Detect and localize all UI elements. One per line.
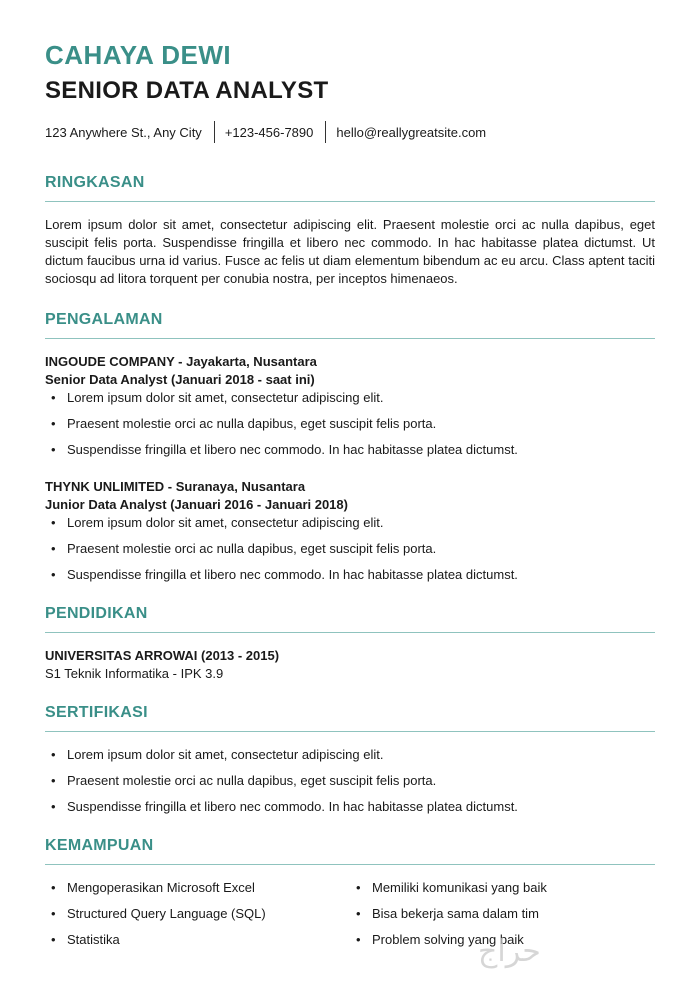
education-school: UNIVERSITAS ARROWAI (2013 - 2015) xyxy=(45,648,280,663)
skills-section xyxy=(45,836,655,949)
certification-bullets xyxy=(45,746,655,816)
section-heading-summary: RINGKASAN xyxy=(45,173,655,202)
contact-divider xyxy=(214,121,215,143)
list-item: • Suspendisse fringilla et libero nec commodo. In hac habitasse platea dictumst. xyxy=(45,566,655,584)
list-item: • Lorem ipsum dolor sit amet, consectetur adipiscing elit. xyxy=(45,514,655,532)
contact-divider xyxy=(325,121,326,143)
job-role: Junior Data Analyst (Januari 2016 - Januari 2018) xyxy=(45,497,348,512)
certification-section xyxy=(45,703,655,816)
list-item: • Statistika xyxy=(45,931,350,949)
job-bullets xyxy=(45,514,655,584)
email-text: hello@reallygreatsite.com xyxy=(336,124,487,140)
job-entry xyxy=(45,478,655,584)
job-company: INGOUDE COMPANY - Jayakarta, Nusantara xyxy=(45,354,317,369)
resume-page xyxy=(45,38,655,949)
summary-text: Lorem ipsum dolor sit amet, consectetur adipiscing elit. Praesent molestie orci ac nulla dapibus, eget suscipit felis porta. Suspendisse fringilla et libero nec commodo. In hac habitasse platea dictumst. Ut dictum faucibus urna id varius. Fusce ac felis ut diam elementum bibendum ac eu arcu. Class aptent taciti sociosqu ad litora torquent per conubia nostra, per inceptos himenaeos. xyxy=(45,217,655,286)
job-role: Senior Data Analyst (Januari 2018 - saat ini) xyxy=(45,372,315,387)
education-degree: S1 Teknik Informatika - IPK 3.9 xyxy=(45,666,224,681)
list-item: • Suspendisse fringilla et libero nec commodo. In hac habitasse platea dictumst. xyxy=(45,798,655,816)
skills-left-list xyxy=(45,879,350,949)
list-item: • Praesent molestie orci ac nulla dapibus, eget suscipit felis porta. xyxy=(45,772,655,790)
list-item: • Problem solving yang baik xyxy=(350,931,655,949)
list-item: • Lorem ipsum dolor sit amet, consectetur adipiscing elit. xyxy=(45,746,655,764)
list-item: • Memiliki komunikasi yang baik xyxy=(350,879,655,897)
skills-columns xyxy=(45,879,655,949)
list-item: • Structured Query Language (SQL) xyxy=(45,905,350,923)
list-item: • Praesent molestie orci ac nulla dapibus, eget suscipit felis porta. xyxy=(45,415,655,433)
address-text: 123 Anywhere St., Any City xyxy=(45,124,202,140)
list-item: • Suspendisse fringilla et libero nec commodo. In hac habitasse platea dictumst. xyxy=(45,441,655,459)
section-heading-skills: KEMAMPUAN xyxy=(45,836,655,865)
candidate-title: SENIOR DATA ANALYST xyxy=(45,77,329,104)
list-item: • Bisa bekerja sama dalam tim xyxy=(350,905,655,923)
contact-line xyxy=(45,121,655,143)
list-item: • Mengoperasikan Microsoft Excel xyxy=(45,879,350,897)
job-bullets xyxy=(45,389,655,459)
education-section xyxy=(45,604,655,683)
experience-section xyxy=(45,310,655,584)
section-heading-experience: PENGALAMAN xyxy=(45,310,655,339)
list-item: • Lorem ipsum dolor sit amet, consectetur adipiscing elit. xyxy=(45,389,655,407)
section-heading-certification: SERTIFIKASI xyxy=(45,703,655,732)
section-heading-education: PENDIDIKAN xyxy=(45,604,655,633)
job-company: THYNK UNLIMITED - Suranaya, Nusantara xyxy=(45,479,306,494)
summary-section xyxy=(45,173,655,288)
haraj-watermark: حراج xyxy=(478,934,541,969)
phone-text: +123-456-7890 xyxy=(224,124,314,140)
list-item: • Praesent molestie orci ac nulla dapibus, eget suscipit felis porta. xyxy=(45,540,655,558)
job-entry xyxy=(45,353,655,459)
candidate-name: CAHAYA DEWI xyxy=(45,40,232,70)
